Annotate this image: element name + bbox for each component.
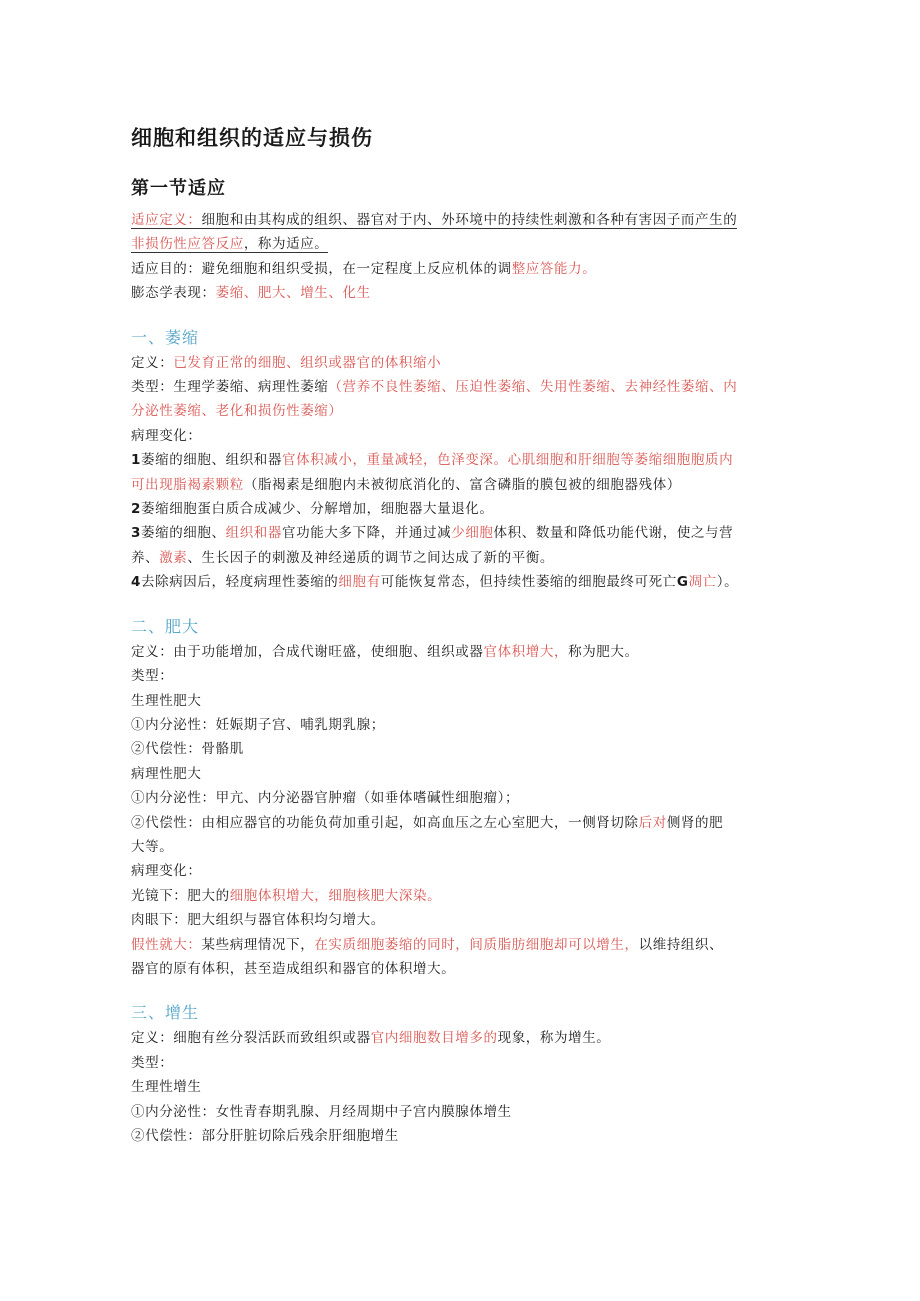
hypertrophy-path-2b: 大等。 [131,838,174,855]
hypertrophy-phys-1: ①内分泌性：妊娠期子宫、哺乳期乳腺； [131,716,385,733]
atrophy-change-1a: 1萎缩的细胞、组织和器官体积减小，重量减轻，色泽变深。心肌细胞和肝细胞等萎缩细胞胞质内 [131,452,734,469]
hypertrophy-false-2: 器官的原有体积，甚至造成组织和器官的体积增大。 [131,960,456,977]
hypertrophy-path-1: ①内分泌性：甲亢、内分泌器官肿瘤（如垂体嗜碱性细胞瘤）； [131,790,520,807]
hyperplasia-phys-1: ①内分泌性：女性青春期乳腺、月经周期中子宫内膜腺体增生 [131,1103,512,1120]
hypertrophy-type-label: 类型： [131,668,174,685]
hypertrophy-path-2a: ②代偿性：由相应器官的功能负荷加重引起，如高血压之左心室肥大，一侧肾切除后对侧肾的肥 [131,814,724,831]
atrophy-types-line1: 类型：生理学萎缩、病理性萎缩（营养不良性萎缩、压迫性萎缩、失用性萎缩、去神经性萎缩、内 [131,379,738,396]
atrophy-change-1b: 可出现脂褐素颗粒（脂褐素是细胞内未被彻底消化的、富含磷脂的膜包被的细胞器残体） [131,476,681,493]
hypertrophy-false-1: 假性就大：某些病理情况下，在实质细胞萎缩的同时，间质脂肪细胞却可以增生，以维持组织、 [131,936,724,953]
hyperplasia-definition: 定义：细胞有丝分裂活跃而致组织或器官内细胞数目增多的现象，称为增生。 [131,1030,611,1047]
section-title: 第一节适应 [131,178,226,199]
hyperplasia-phys-label: 生理性增生 [131,1079,202,1096]
hypertrophy-phys-2: ②代偿性：骨骼肌 [131,741,244,758]
hyperplasia-heading: 三、增生 [131,1003,200,1023]
atrophy-change-3b: 养、激素、生长因子的刺激及神经递质的调节之间达成了新的平衡。 [131,549,555,566]
document-title: 细胞和组织的适应与损伤 [131,125,373,150]
hyperplasia-phys-2: ②代偿性：部分肝脏切除后残余肝细胞增生 [131,1128,399,1144]
adapt-purpose: 适应目的：避免细胞和组织受损，在一定程度上反应机体的调整应答能力。 [131,260,597,277]
adapt-morphology: 膨态学表现：萎缩、肥大、增生、化生 [131,285,371,302]
atrophy-change-label: 病理变化： [131,427,202,444]
adapt-definition-line2 [131,232,811,256]
hypertrophy-eye: 肉眼下：肥大组织与器官体积均匀增大。 [131,912,385,929]
atrophy-definition: 定义：已发育正常的细胞、组织或器官的体积缩小 [131,354,442,371]
adapt-definition-line1 [131,208,811,232]
adapt-definition-text: 细胞和由其构成的组织、器官对于内、外环境中的持续性刺激和各种有害因子而产生的 [201,212,738,228]
atrophy-heading: 一、萎缩 [131,327,200,347]
atrophy-types-line2: 分泌性萎缩、老化和损伤性萎缩） [131,403,343,420]
hypertrophy-heading: 二、肥大 [131,616,200,636]
hyperplasia-type-label: 类型： [131,1054,174,1071]
atrophy-change-3a: 3萎缩的细胞、组织和器官功能大多下降，并通过减少细胞体积、数量和降低功能代谢，使之与营 [131,525,734,542]
atrophy-change-4: 4去除病因后，轻度病理性萎缩的细胞有可能恢复常态，但持续性萎缩的细胞最终可死亡G凋亡）。 [131,574,739,591]
hypertrophy-definition: 定义：由于功能增加，合成代谢旺盛，使细胞、组织或器官体积增大，称为肥大。 [131,643,639,660]
document-page [131,118,811,1148]
hypertrophy-light: 光镜下：肥大的细胞体积增大，细胞核肥大深染。 [131,887,442,904]
adapt-definition-end: ，称为适应。 [243,236,329,253]
adapt-definition-label: 适应定义： [131,212,202,228]
atrophy-change-2: 2萎缩细胞蛋白质合成减少、分解增加，细胞器大量退化。 [131,501,494,518]
adapt-definition-highlight: 非损伤性应答反应 [131,236,244,253]
hypertrophy-path-label: 病理性肥大 [131,765,202,782]
hypertrophy-phys-label: 生理性肥大 [131,692,202,709]
hypertrophy-change-label: 病理变化： [131,863,202,880]
